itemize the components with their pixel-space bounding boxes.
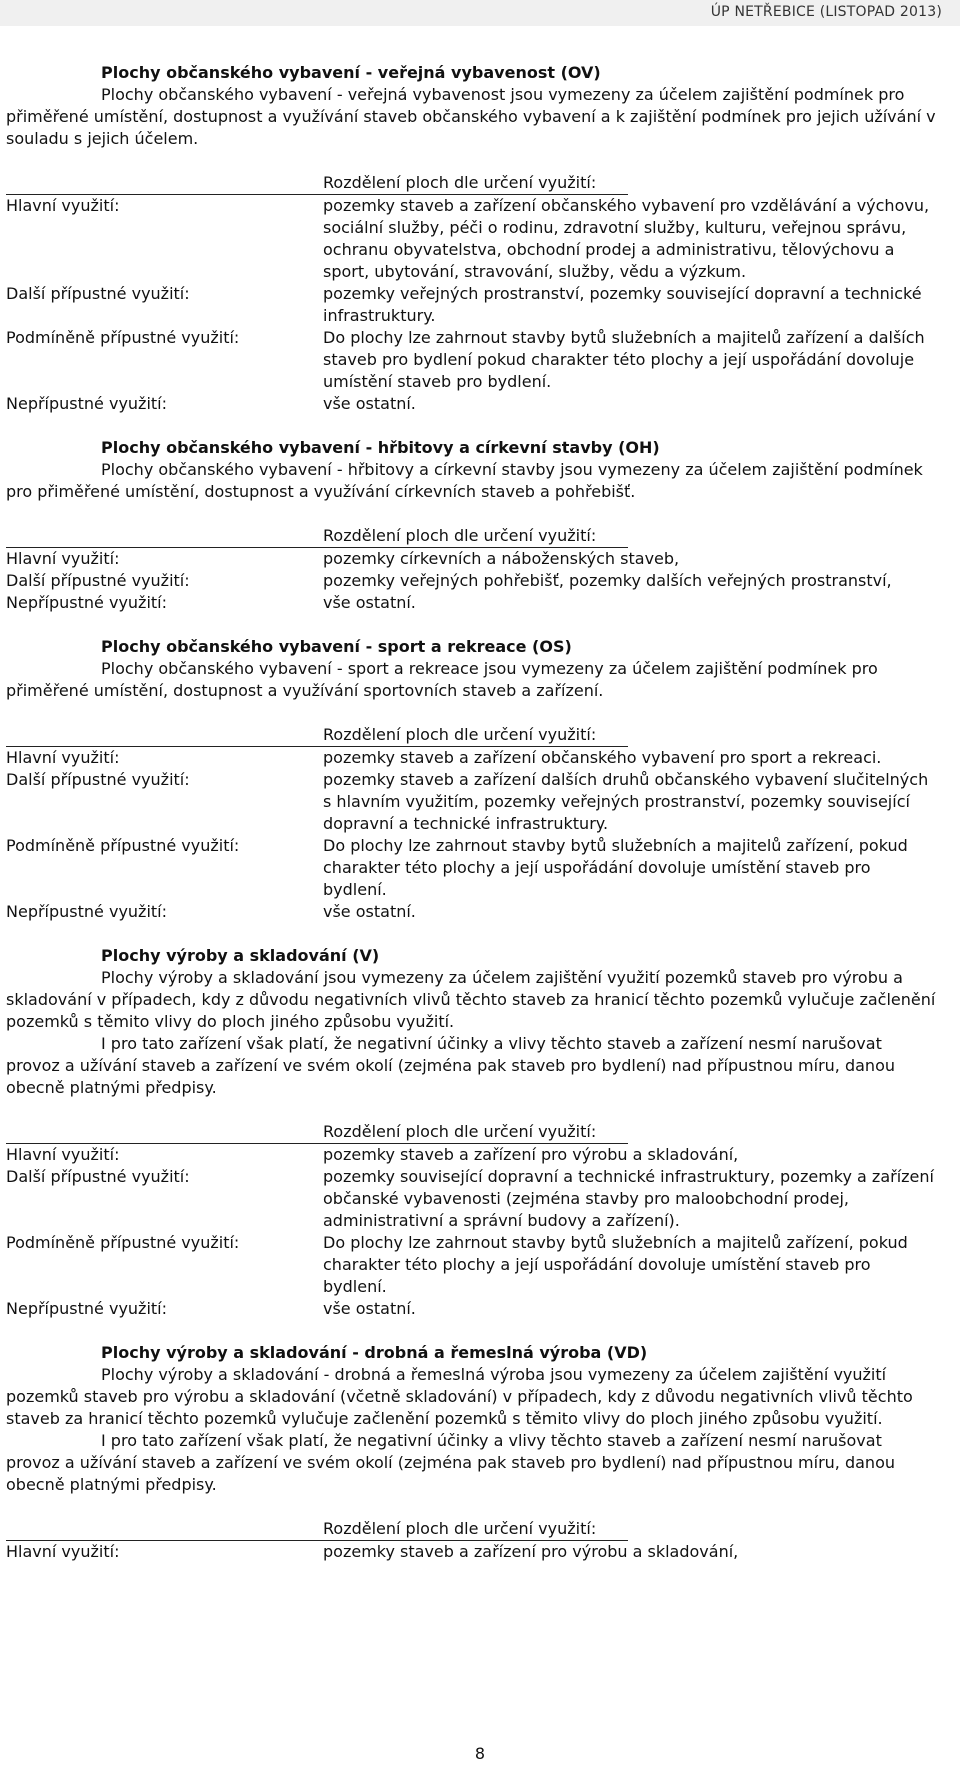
usage-label: Hlavní využití: — [6, 748, 120, 767]
usage-table-title: Rozdělení ploch dle určení využití: — [323, 526, 597, 545]
usage-value: pozemky staveb a zařízení pro výrobu a skladování, — [323, 1542, 739, 1561]
usage-table-title: Rozdělení ploch dle určení využití: — [323, 1122, 597, 1141]
intro-text: I pro tato zařízení však platí, že negativní účinky a vlivy těchto staveb a zařízení nesmí narušovat provoz a užívání staveb a zařízení ve svém okolí (zejména pak staveb pro bydlení) nad přípustnou míru, danou obecně platnými předpisy. — [6, 1034, 895, 1097]
usage-row — [6, 393, 936, 415]
usage-label: Další přípustné využití: — [6, 284, 190, 303]
usage-label: Další přípustné využití: — [6, 1167, 190, 1186]
intro-text: Plochy výroby a skladování - drobná a řemeslná výroba jsou vymezeny za účelem zajištění využití pozemků staveb pro výrobu a skladování (včetně skladování) v případech, kdy z důvodu negativních vlivů těchto staveb za hranicí těchto pozemků vylučuje začlenění pozemků s těmito vlivy do ploch jiného způsobu využití. — [6, 1365, 913, 1428]
usage-label: Další přípustné využití: — [6, 571, 190, 590]
usage-label: Hlavní využití: — [6, 1542, 120, 1561]
usage-row — [6, 1232, 936, 1298]
usage-value: pozemky církevních a náboženských staveb, — [323, 549, 680, 568]
usage-label: Nepřípustné využití: — [6, 394, 167, 413]
usage-value: vše ostatní. — [323, 1299, 416, 1318]
usage-row — [6, 570, 936, 592]
usage-value: pozemky veřejných pohřebišť, pozemky dalších veřejných prostranství, — [323, 571, 892, 590]
section-heading: Plochy výroby a skladování - drobná a řemeslná výroba (VD) — [101, 1343, 648, 1362]
usage-table-header — [6, 724, 628, 747]
usage-table-header — [6, 172, 628, 195]
usage-value: Do plochy lze zahrnout stavby bytů služebních a majitelů zařízení a dalších staveb pro bydlení pokud charakter této plochy a její uspořádání dovoluje umístění staveb pro bydlení. — [323, 328, 925, 391]
section — [6, 1342, 936, 1563]
usage-label: Hlavní využití: — [6, 196, 120, 215]
usage-value: vše ostatní. — [323, 593, 416, 612]
usage-table — [6, 172, 936, 415]
usage-value: pozemky staveb a zařízení občanského vybavení pro vzdělávání a výchovu, sociální služby, péči o rodinu, zdravotní služby, kulturu, veřejnou správu, ochranu obyvatelstva, obchodní prodej a administrativu, tělovýchovu a sport, ubytování, stravování, služby, vědu a výzkum. — [323, 196, 930, 281]
usage-table — [6, 525, 936, 614]
intro-text: Plochy občanského vybavení - hřbitovy a církevní stavby jsou vymezeny za účelem zajištění podmínek pro přiměřené umístění, dostupnost a využívání církevních staveb a pohřebišť. — [6, 460, 923, 501]
usage-row — [6, 1541, 936, 1563]
section — [6, 62, 936, 415]
intro-paragraph — [6, 658, 936, 702]
section-heading: Plochy občanského vybavení - sport a rekreace (OS) — [101, 637, 572, 656]
usage-value: pozemky staveb a zařízení občanského vybavení pro sport a rekreaci. — [323, 748, 882, 767]
usage-row — [6, 1298, 936, 1320]
usage-table-title: Rozdělení ploch dle určení využití: — [323, 1519, 597, 1538]
usage-row — [6, 901, 936, 923]
intro-paragraph — [6, 84, 936, 150]
usage-table — [6, 1518, 936, 1563]
usage-row — [6, 1166, 936, 1232]
usage-row — [6, 835, 936, 901]
usage-table-header — [6, 525, 628, 548]
header-title: ÚP NETŘEBICE (LISTOPAD 2013) — [710, 4, 942, 20]
usage-row — [6, 283, 936, 327]
usage-table-title: Rozdělení ploch dle určení využití: — [323, 725, 597, 744]
section — [6, 437, 936, 614]
usage-label: Podmíněně přípustné využití: — [6, 328, 240, 347]
usage-label: Hlavní využití: — [6, 1145, 120, 1164]
intro-text: Plochy výroby a skladování jsou vymezeny za účelem zajištění využití pozemků staveb pro výrobu a skladování v případech, kdy z důvodu negativních vlivů těchto staveb za hranicí těchto pozemků vylučuje začlenění pozemků s těmito vlivy do ploch jiného způsobu využití. — [6, 968, 936, 1031]
usage-table-header — [6, 1518, 628, 1541]
usage-row — [6, 195, 936, 283]
intro-text: Plochy občanského vybavení - veřejná vybavenost jsou vymezeny za účelem zajištění podmínek pro přiměřené umístění, dostupnost a využívání staveb občanského vybavení a k zajištění podmínek pro jejich užívání v souladu s jejich účelem. — [6, 85, 936, 148]
usage-table — [6, 724, 936, 923]
usage-label: Nepřípustné využití: — [6, 902, 167, 921]
usage-label: Nepřípustné využití: — [6, 593, 167, 612]
page-header — [0, 0, 960, 26]
intro-text: I pro tato zařízení však platí, že negativní účinky a vlivy těchto staveb a zařízení nesmí narušovat provoz a užívání staveb a zařízení ve svém okolí (zejména pak staveb pro bydlení) nad přípustnou míru, danou obecně platnými předpisy. — [6, 1431, 895, 1494]
page-number: 8 — [474, 1744, 486, 1763]
usage-table-title: Rozdělení ploch dle určení využití: — [323, 173, 597, 192]
usage-table — [6, 1121, 936, 1320]
intro-paragraph — [6, 1033, 936, 1099]
usage-row — [6, 327, 936, 393]
usage-value: pozemky staveb a zařízení pro výrobu a skladování, — [323, 1145, 739, 1164]
usage-value: pozemky staveb a zařízení dalších druhů občanského vybavení slučitelných s hlavním využitím, pozemky veřejných prostranství, pozemky související dopravní a technické infrastruktury. — [323, 770, 929, 833]
usage-table-header — [6, 1121, 628, 1144]
usage-value: vše ostatní. — [323, 394, 416, 413]
usage-row — [6, 1144, 936, 1166]
usage-row — [6, 592, 936, 614]
usage-value: pozemky veřejných prostranství, pozemky související dopravní a technické infrastruktury. — [323, 284, 922, 325]
usage-label: Podmíněně přípustné využití: — [6, 836, 240, 855]
usage-label: Nepřípustné využití: — [6, 1299, 167, 1318]
intro-text: Plochy občanského vybavení - sport a rekreace jsou vymezeny za účelem zajištění podmínek pro přiměřené umístění, dostupnost a využívání sportovních staveb a zařízení. — [6, 659, 878, 700]
usage-label: Hlavní využití: — [6, 549, 120, 568]
intro-paragraph — [6, 1364, 936, 1430]
usage-row — [6, 548, 936, 570]
usage-row — [6, 769, 936, 835]
section-heading: Plochy výroby a skladování (V) — [101, 946, 380, 965]
usage-label: Podmíněně přípustné využití: — [6, 1233, 240, 1252]
section-heading: Plochy občanského vybavení - hřbitovy a církevní stavby (OH) — [101, 438, 660, 457]
usage-row — [6, 747, 936, 769]
section — [6, 945, 936, 1320]
intro-paragraph — [6, 1430, 936, 1496]
intro-paragraph — [6, 459, 936, 503]
usage-value: Do plochy lze zahrnout stavby bytů služebních a majitelů zařízení, pokud charakter této plochy a její uspořádání dovoluje umístění staveb pro bydlení. — [323, 836, 908, 899]
usage-value: pozemky související dopravní a technické infrastruktury, pozemky a zařízení občanské vybavenosti (zejména stavby pro maloobchodní prodej, administrativní a správní budovy a zařízení). — [323, 1167, 934, 1230]
section — [6, 636, 936, 923]
usage-value: vše ostatní. — [323, 902, 416, 921]
document-body — [6, 62, 936, 1585]
intro-paragraph — [6, 967, 936, 1033]
usage-value: Do plochy lze zahrnout stavby bytů služebních a majitelů zařízení, pokud charakter této plochy a její uspořádání dovoluje umístění staveb pro bydlení. — [323, 1233, 908, 1296]
usage-label: Další přípustné využití: — [6, 770, 190, 789]
section-heading: Plochy občanského vybavení - veřejná vybavenost (OV) — [101, 63, 601, 82]
